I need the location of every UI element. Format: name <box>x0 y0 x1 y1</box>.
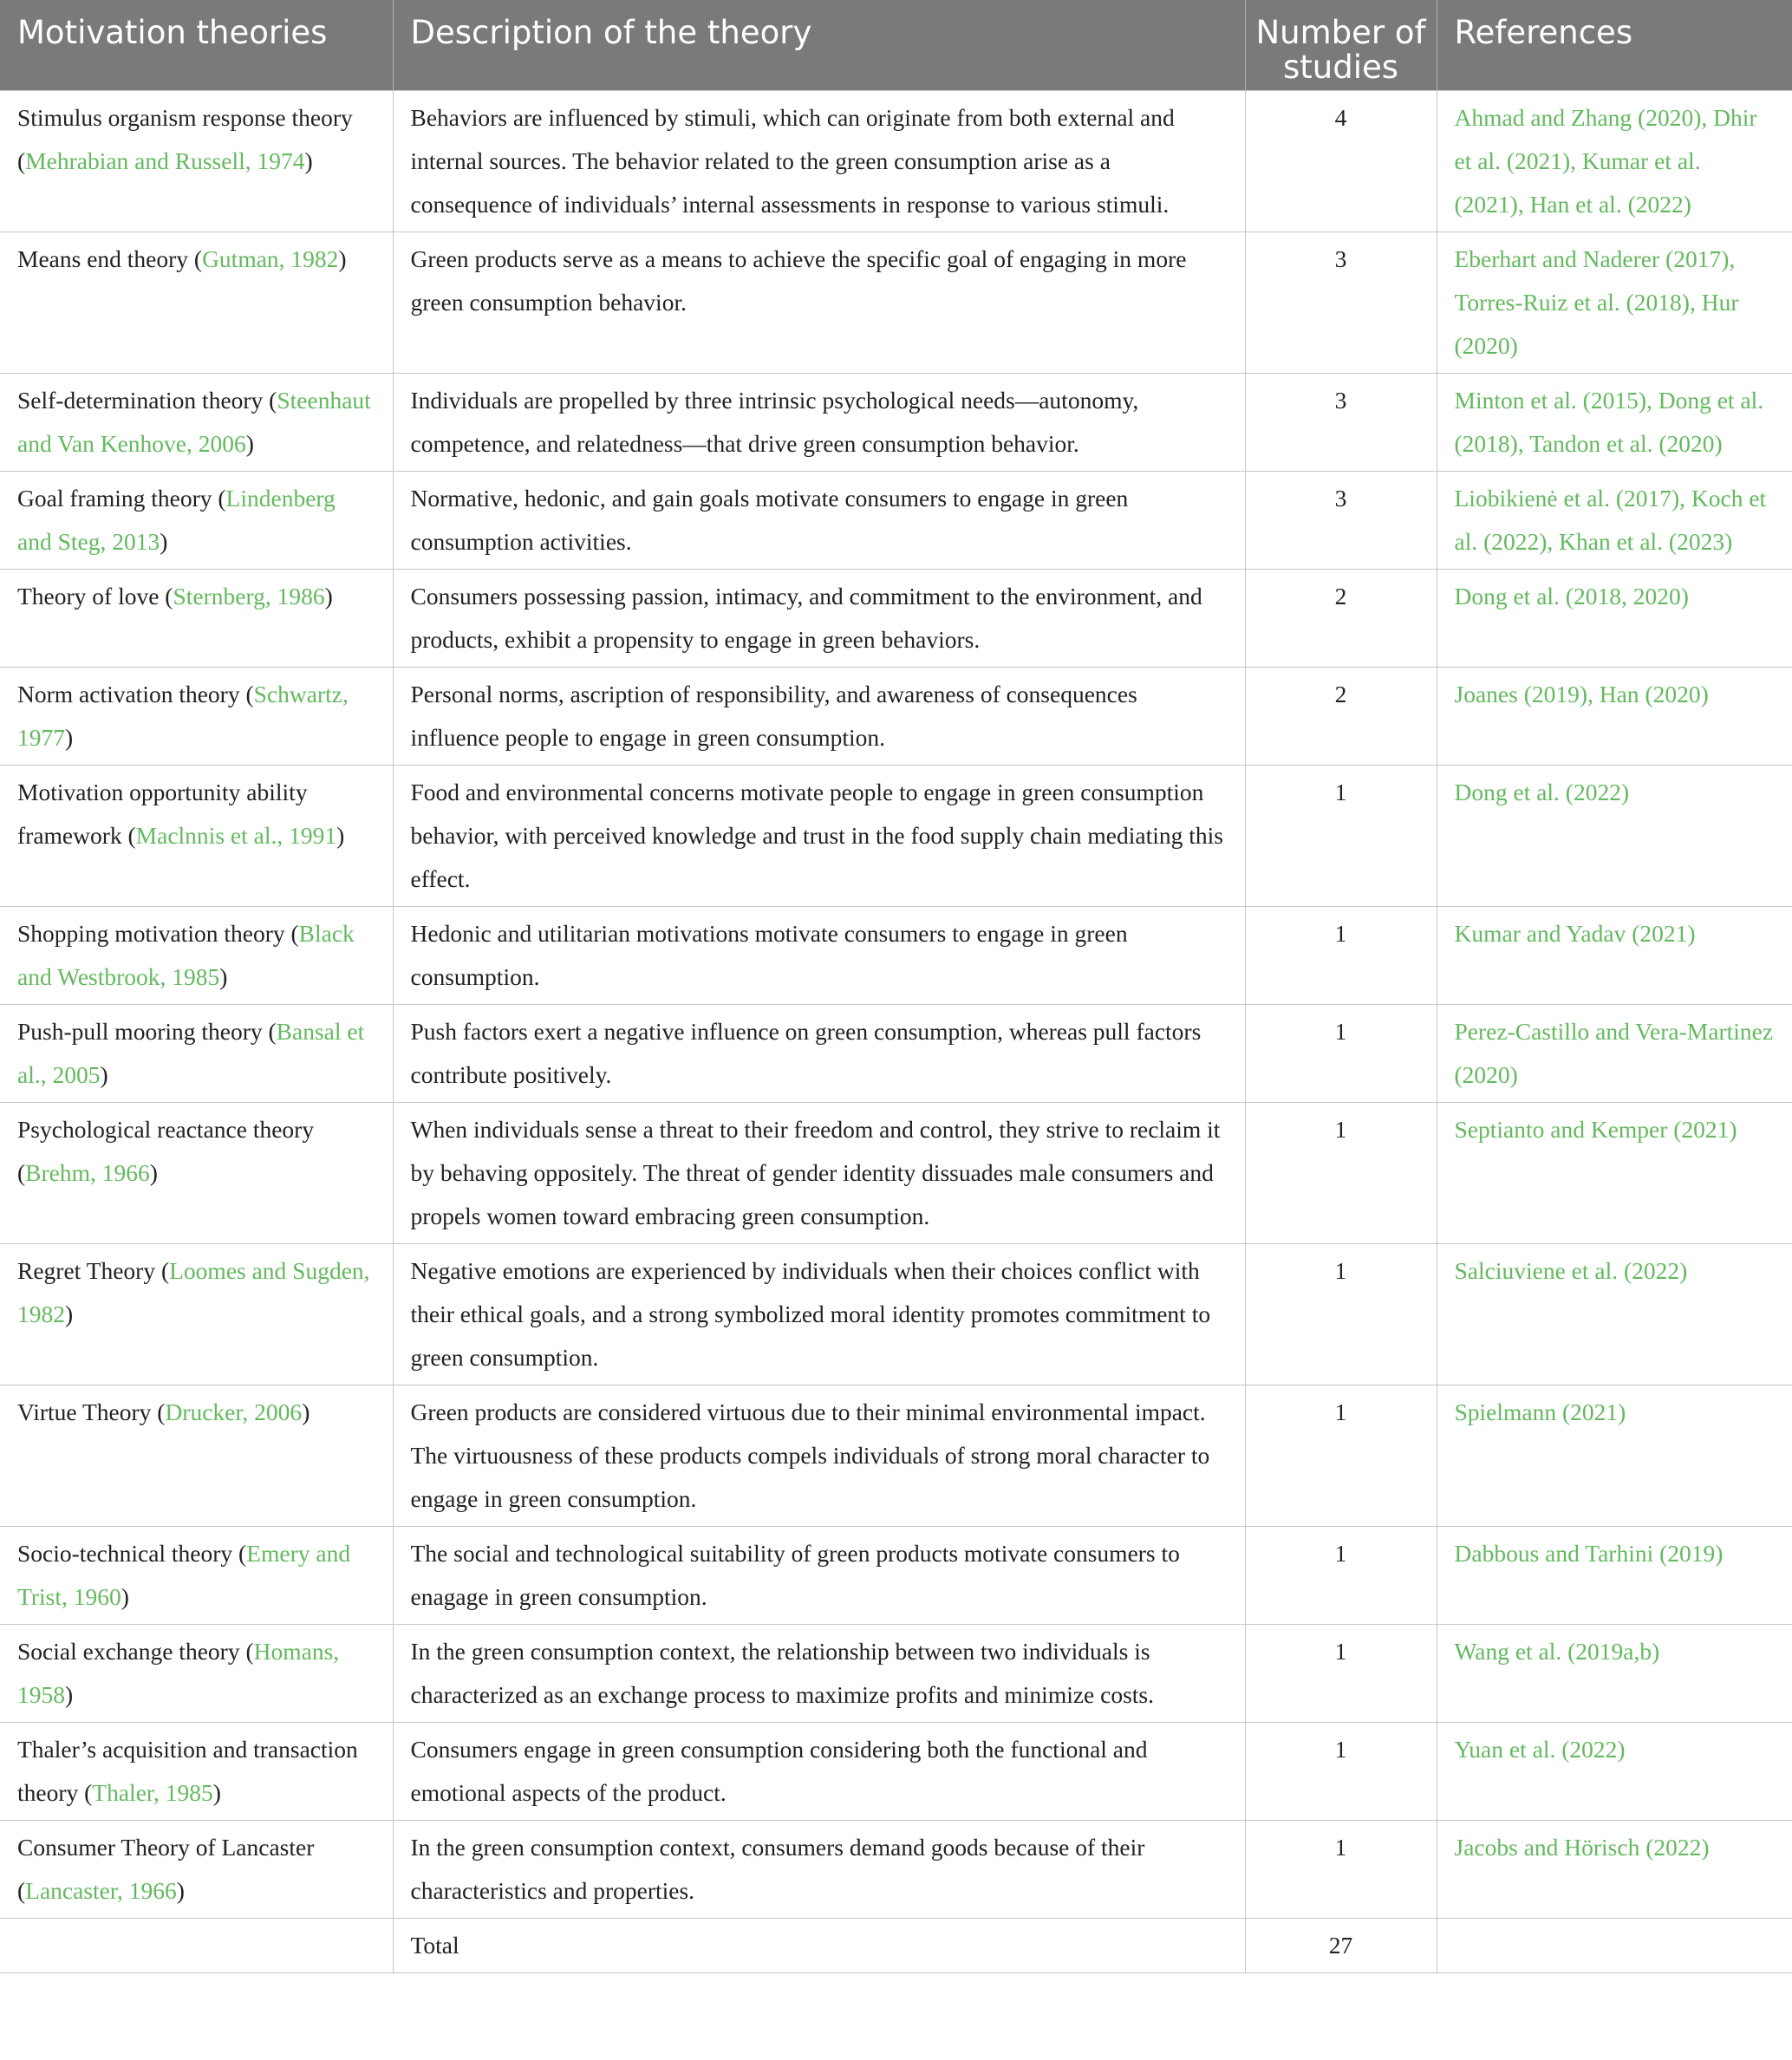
description-cell: Behaviors are influenced by stimuli, which can originate from both external and internal sources. The behavior related to the green consumption arise as a consequence of individuals’ internal assessments in response to various stimuli. <box>393 91 1245 232</box>
study-count-cell: 3 <box>1245 232 1437 374</box>
theory-cell <box>0 1821 393 1919</box>
total-count: 27 <box>1245 1919 1437 1973</box>
theory-citation-link[interactable]: Drucker, 2006 <box>165 1398 303 1425</box>
theory-cell <box>0 668 393 766</box>
references-cell[interactable]: Spielmann (2021) <box>1437 1385 1792 1527</box>
theory-citation-link[interactable]: Maclnnis et al., 1991 <box>135 822 337 849</box>
theory-citation-link[interactable]: Bansal et al., 2005 <box>17 1018 365 1088</box>
study-count-cell: 1 <box>1245 1385 1437 1527</box>
theory-citation-link[interactable]: Brehm, 1966 <box>25 1159 150 1186</box>
theory-name-close: ) <box>212 1779 221 1806</box>
description-cell: In the green consumption context, consumers demand goods because of their characteristics and properties. <box>393 1821 1245 1919</box>
theory-name: Stimulus organism response theory ( <box>17 104 353 174</box>
theory-name: Push-pull mooring theory ( <box>17 1018 277 1045</box>
table-row <box>0 91 1792 232</box>
theory-name: Regret Theory ( <box>17 1257 170 1284</box>
description-cell: When individuals sense a threat to their freedom and control, they strive to reclaim it by behaving oppositely. The threat of gender identity dissuades male consumers and propels women toward embracing green consumption. <box>393 1103 1245 1244</box>
theory-cell <box>0 1723 393 1821</box>
theory-cell <box>0 907 393 1005</box>
theory-citation-link[interactable]: Lindenberg and Steg, 2013 <box>17 485 336 555</box>
theory-name: Theory of love ( <box>17 583 173 610</box>
study-count-cell: 2 <box>1245 570 1437 668</box>
total-row <box>0 1919 1792 1973</box>
description-cell: Push factors exert a negative influence on green consumption, whereas pull factors contribute positively. <box>393 1005 1245 1103</box>
theory-name-close: ) <box>338 245 347 272</box>
theory-citation-link[interactable]: Lancaster, 1966 <box>25 1877 177 1904</box>
theory-name: Psychological reactance theory ( <box>17 1116 315 1186</box>
table-row <box>0 1625 1792 1723</box>
description-cell: Individuals are propelled by three intrinsic psychological needs—autonomy, competence, and relatedness—that drive green consumption behavior. <box>393 374 1245 472</box>
theory-cell <box>0 1527 393 1625</box>
theory-citation-link[interactable]: Steenhaut and Van Kenhove, 2006 <box>17 387 371 457</box>
theory-name: Virtue Theory ( <box>17 1398 166 1425</box>
theory-citation-link[interactable]: Loomes and Sugden, 1982 <box>17 1257 370 1327</box>
theory-name: Norm activation theory ( <box>17 681 254 707</box>
references-cell[interactable]: Salciuviene et al. (2022) <box>1437 1244 1792 1385</box>
study-count-cell: 1 <box>1245 1723 1437 1821</box>
header-description: Description of the theory <box>393 0 1245 91</box>
theory-name: Goal framing theory ( <box>17 485 226 512</box>
theory-cell <box>0 570 393 668</box>
theory-name-close: ) <box>65 724 74 751</box>
theory-cell <box>0 1103 393 1244</box>
theory-name-close: ) <box>176 1877 185 1904</box>
theory-name-close: ) <box>302 1398 310 1425</box>
description-cell: Consumers engage in green consumption considering both the functional and emotional aspects of the product. <box>393 1723 1245 1821</box>
study-count-cell: 1 <box>1245 1527 1437 1625</box>
theory-citation-link[interactable]: Gutman, 1982 <box>202 245 339 272</box>
theory-name: Self-determination theory ( <box>17 387 277 414</box>
table-row <box>0 766 1792 907</box>
theory-name: Socio-technical theory ( <box>17 1540 247 1567</box>
references-cell[interactable]: Wang et al. (2019a,b) <box>1437 1625 1792 1723</box>
study-count-cell: 1 <box>1245 1244 1437 1385</box>
description-cell: In the green consumption context, the relationship between two individuals is characterized as an exchange process to maximize profits and minimize costs. <box>393 1625 1245 1723</box>
theory-name: Motivation opportunity ability framework ( <box>17 779 308 849</box>
table-row <box>0 1244 1792 1385</box>
theory-cell <box>0 232 393 374</box>
theory-name-close: ) <box>324 583 333 610</box>
table-row <box>0 570 1792 668</box>
theory-name: Means end theory ( <box>17 245 203 272</box>
references-cell[interactable]: Dong et al. (2022) <box>1437 766 1792 907</box>
table-body <box>0 91 1792 1973</box>
theory-cell <box>0 91 393 232</box>
description-cell: Hedonic and utilitarian motivations motivate consumers to engage in green consumption. <box>393 907 1245 1005</box>
study-count-cell: 1 <box>1245 907 1437 1005</box>
table-row <box>0 472 1792 570</box>
table-row <box>0 1385 1792 1527</box>
total-empty-cell <box>0 1919 393 1973</box>
theory-name: Social exchange theory ( <box>17 1638 254 1665</box>
study-count-cell: 1 <box>1245 1821 1437 1919</box>
study-count-cell: 3 <box>1245 472 1437 570</box>
description-cell: Negative emotions are experienced by individuals when their choices conflict with their ethical goals, and a strong symbolized moral identity promotes commitment to green consumption. <box>393 1244 1245 1385</box>
theory-cell <box>0 766 393 907</box>
theory-cell <box>0 472 393 570</box>
theory-name: Consumer Theory of Lancaster ( <box>17 1834 315 1904</box>
theory-citation-link[interactable]: Sternberg, 1986 <box>173 583 325 610</box>
description-cell: Food and environmental concerns motivate people to engage in green consumption behavior, with perceived knowledge and trust in the food supply chain mediating this effect. <box>393 766 1245 907</box>
references-cell[interactable]: Minton et al. (2015), Dong et al. (2018), Tandon et al. (2020) <box>1437 374 1792 472</box>
table-row <box>0 907 1792 1005</box>
table-row <box>0 1103 1792 1244</box>
description-cell: Green products serve as a means to achieve the specific goal of engaging in more green consumption behavior. <box>393 232 1245 374</box>
description-cell: The social and technological suitability of green products motivate consumers to enagage in green consumption. <box>393 1527 1245 1625</box>
references-cell[interactable]: Perez-Castillo and Vera-Martinez (2020) <box>1437 1005 1792 1103</box>
references-cell[interactable]: Liobikienė et al. (2017), Koch et al. (2022), Khan et al. (2023) <box>1437 472 1792 570</box>
description-cell: Personal norms, ascription of responsibility, and awareness of consequences influence people to engage in green consumption. <box>393 668 1245 766</box>
theory-name-close: ) <box>245 430 254 457</box>
header-motivation-theories: Motivation theories <box>0 0 393 91</box>
header-number-of-studies: Number of studies <box>1245 0 1437 91</box>
study-count-cell: 4 <box>1245 91 1437 232</box>
table-row <box>0 1527 1792 1625</box>
table-row <box>0 1005 1792 1103</box>
references-cell[interactable]: Kumar and Yadav (2021) <box>1437 907 1792 1005</box>
theory-citation-link[interactable]: Black and Westbrook, 1985 <box>17 920 355 990</box>
description-cell: Normative, hedonic, and gain goals motivate consumers to engage in green consumption activities. <box>393 472 1245 570</box>
references-cell[interactable]: Eberhart and Naderer (2017), Torres-Ruiz et al. (2018), Hur (2020) <box>1437 232 1792 374</box>
theory-cell <box>0 1005 393 1103</box>
total-label: Total <box>393 1919 1245 1973</box>
theory-name: Shopping motivation theory ( <box>17 920 299 947</box>
study-count-cell: 1 <box>1245 1005 1437 1103</box>
description-cell: Green products are considered virtuous due to their minimal environmental impact. The virtuousness of these products compels individuals of strong moral character to engage in green consumption. <box>393 1385 1245 1527</box>
theory-name-close: ) <box>121 1583 129 1610</box>
table-row <box>0 1821 1792 1919</box>
theory-citation-link[interactable]: Mehrabian and Russell, 1974 <box>25 147 305 174</box>
theory-cell <box>0 1385 393 1527</box>
total-empty-cell <box>1437 1919 1792 1973</box>
theory-cell <box>0 1244 393 1385</box>
study-count-cell: 3 <box>1245 374 1437 472</box>
table-row <box>0 232 1792 374</box>
references-cell[interactable]: Septianto and Kemper (2021) <box>1437 1103 1792 1244</box>
theory-citation-link[interactable]: Schwartz, 1977 <box>17 681 349 751</box>
table-row <box>0 1723 1792 1821</box>
header-references: References <box>1437 0 1792 91</box>
study-count-cell: 2 <box>1245 668 1437 766</box>
table-header-row <box>0 0 1792 91</box>
references-cell[interactable]: Dabbous and Tarhini (2019) <box>1437 1527 1792 1625</box>
study-count-cell: 1 <box>1245 1103 1437 1244</box>
references-cell[interactable]: Joanes (2019), Han (2020) <box>1437 668 1792 766</box>
theory-citation-link[interactable]: Homans, 1958 <box>17 1638 340 1708</box>
theory-name-close: ) <box>100 1061 108 1088</box>
theory-name-close: ) <box>336 822 345 849</box>
theory-name-close: ) <box>65 1301 74 1327</box>
study-count-cell: 1 <box>1245 1625 1437 1723</box>
theory-name-close: ) <box>149 1159 158 1186</box>
study-count-cell: 1 <box>1245 766 1437 907</box>
theory-name: Thaler’s acquisition and transaction theory ( <box>17 1736 358 1806</box>
theory-name-close: ) <box>65 1681 74 1708</box>
theory-name-close: ) <box>304 147 313 174</box>
references-cell[interactable]: Dong et al. (2018, 2020) <box>1437 570 1792 668</box>
theory-citation-link[interactable]: Emery and Trist, 1960 <box>17 1540 351 1610</box>
theory-cell <box>0 1625 393 1723</box>
theory-name-close: ) <box>160 528 168 555</box>
references-cell[interactable]: Yuan et al. (2022) <box>1437 1723 1792 1821</box>
references-cell[interactable]: Ahmad and Zhang (2020), Dhir et al. (2021), Kumar et al. (2021), Han et al. (2022) <box>1437 91 1792 232</box>
table-row <box>0 668 1792 766</box>
table-row <box>0 374 1792 472</box>
description-cell: Consumers possessing passion, intimacy, and commitment to the environment, and products, exhibit a propensity to engage in green behaviors. <box>393 570 1245 668</box>
theory-cell <box>0 374 393 472</box>
theory-citation-link[interactable]: Thaler, 1985 <box>92 1779 213 1806</box>
references-cell[interactable]: Jacobs and Hörisch (2022) <box>1437 1821 1792 1919</box>
theory-name-close: ) <box>219 963 228 990</box>
